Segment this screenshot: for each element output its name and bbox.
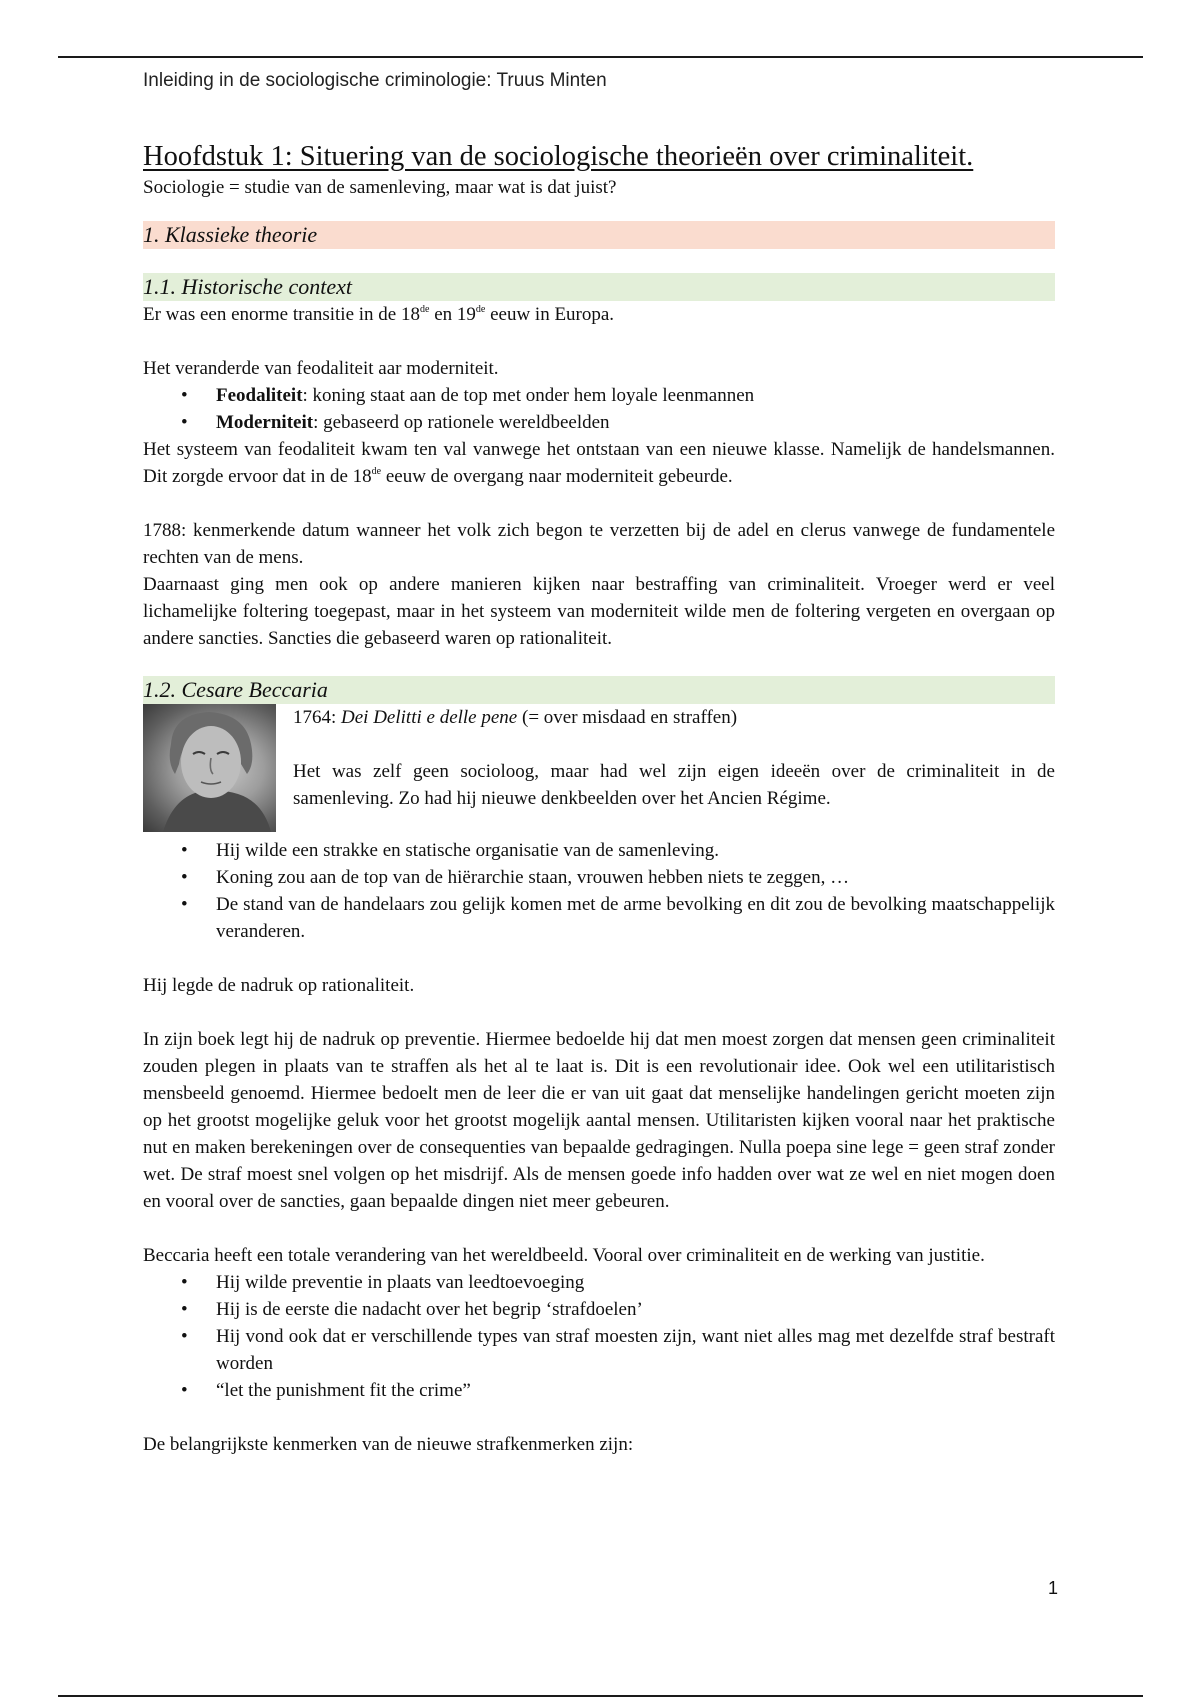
bottom-rule <box>58 1695 1143 1697</box>
beccaria-intro-block <box>143 704 1055 837</box>
paragraph-transition: Er was een enorme transitie in de 18de en 19de eeuw in Europa. <box>143 304 615 325</box>
paragraph-rationality: Hij legde de nadruk op rationaliteit. <box>143 975 415 996</box>
list-item: • De stand van de handelaars zou gelijk komen met de arme bevolking en dit zou de bevolking maatschappelijk veranderen. <box>216 891 1055 945</box>
paragraph-prevention: In zijn boek legt hij de nadruk op preventie. Hiermee bedoelde hij dat men moest zorgen dat mensen geen criminaliteit zouden plegen in plaats van te straffen als het al te laat is. Dit is een revolutionair idee. Ook wel een utilitaristisch mensbeeld genoemd. Hiermee bedoelt men de leer die er van uit gaat dat menselijke handelingen gericht moeten zijn op het grootst mogelijke geluk voor het grootst mogelijk aantal mensen. Utilitaristen kijken vooral naar het praktische nut en maken berekeningen over de consequenties van bepaalde gedragingen. Nulla poepa sine lege = geen straf zonder wet. De straf moest snel volgen op het misdrijf. Als de mensen goede info hadden over wat ze wel en niet mogen doen en vooral over de sancties, gaan bepaalde dingen niet meer gebeuren. <box>143 1029 1055 1212</box>
beccaria-portrait-icon <box>143 704 276 832</box>
document-body <box>143 140 1055 1458</box>
paragraph-change: Het veranderde van feodaliteit aar moderniteit. <box>143 358 499 379</box>
paragraph-closing: De belangrijkste kenmerken van de nieuwe strafkenmerken zijn: <box>143 1434 634 1455</box>
list-item: • Moderniteit: gebaseerd op rationele wereldbeelden <box>216 409 1055 436</box>
book-citation: 1764: Dei Delitti e delle pene (= over misdaad en straffen) <box>293 707 738 728</box>
section-heading-historische-context: 1.1. Historische context <box>143 273 1055 301</box>
paragraph-worldview: Beccaria heeft een totale verandering van het wereldbeeld. Vooral over criminaliteit en de werking van justitie. <box>143 1245 985 1266</box>
bullet-list-feodaliteit <box>143 382 1055 436</box>
bullet-list-organisation <box>143 837 1055 945</box>
list-item: • “let the punishment fit the crime” <box>216 1377 1055 1404</box>
list-item: • Hij wilde preventie in plaats van leedtoevoeging <box>216 1269 1055 1296</box>
list-item: • Hij wilde een strakke en statische organisatie van de samenleving. <box>216 837 1055 864</box>
paragraph-feudal-fall: Het systeem van feodaliteit kwam ten val vanwege het ontstaan van een nieuwe klasse. Namelijk de handelsmannen. Dit zorgde ervoor dat in de 18de eeuw de overgang naar moderniteit gebeurde. <box>143 439 1055 487</box>
list-item: • Hij vond ook dat er verschillende types van straf moesten zijn, want niet alles mag met dezelfde straf bestraft worden <box>216 1323 1055 1377</box>
paragraph-1788: 1788: kenmerkende datum wanneer het volk zich begon te verzetten bij de adel en clerus vanwege de fundamentele rechten van de mens. <box>143 520 1055 568</box>
paragraph-beccaria-intro: Het was zelf geen socioloog, maar had wel zijn eigen ideeën over de criminaliteit in de samenleving. Zo had hij nieuwe denkbeelden over het Ancien Régime. <box>293 761 1055 809</box>
list-item: • Hij is de eerste die nadacht over het begrip ‘strafdoelen’ <box>216 1296 1055 1323</box>
top-rule <box>58 56 1143 58</box>
document-header: Inleiding in de sociologische criminologie: Truus Minten <box>143 70 607 91</box>
paragraph-punishment: Daarnaast ging men ook op andere manieren kijken naar bestraffing van criminaliteit. Vroeger werd er veel lichamelijke foltering toegepast, maar in het systeem van moderniteit wilde men de foltering vergeten en overgaan op andere sancties. Sancties die gebaseerd waren op rationaliteit. <box>143 574 1055 649</box>
page-number: 1 <box>1047 1578 1058 1598</box>
section-heading-cesare-beccaria: 1.2. Cesare Beccaria <box>143 676 1055 704</box>
chapter-subtitle: Sociologie = studie van de samenleving, maar wat is dat juist? <box>143 177 617 198</box>
list-item: • Feodaliteit: koning staat aan de top met onder hem loyale leenmannen <box>216 382 1055 409</box>
list-item: • Koning zou aan de top van de hiërarchie staan, vrouwen hebben niets te zeggen, … <box>216 864 1055 891</box>
section-heading-klassieke-theorie: 1. Klassieke theorie <box>143 221 1055 249</box>
chapter-title: Hoofdstuk 1: Situering van de sociologische theorieën over criminaliteit. <box>143 141 974 172</box>
bullet-list-beccaria <box>143 1269 1055 1404</box>
